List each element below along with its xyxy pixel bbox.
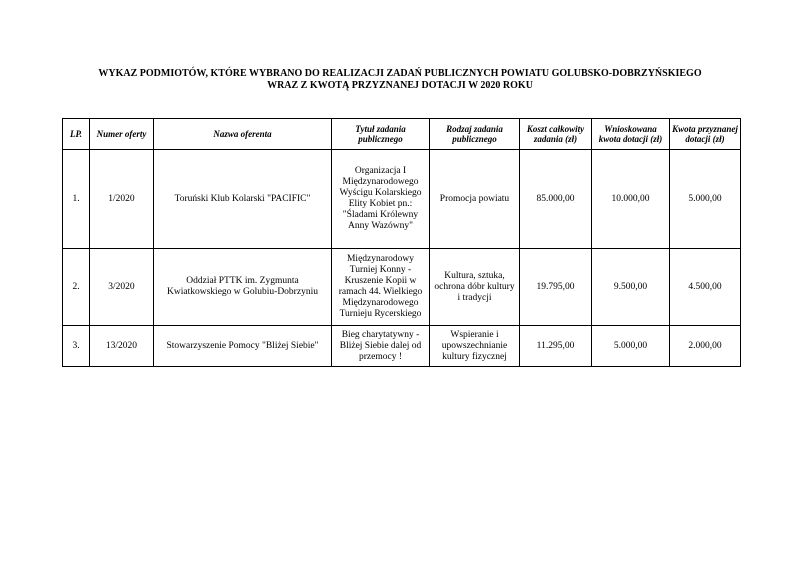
cell-nazwa: Oddział PTTK im. Zygmunta Kwiatkowskiego w Golubiu-Dobrzyniu [154,249,332,326]
cell-lp: 1. [63,150,90,249]
header-rodzaj-zadania: Rodzaj zadania publicznego [430,119,520,150]
cell-numer: 1/2020 [90,150,154,249]
header-numer-oferty: Numer oferty [90,119,154,150]
cell-nazwa: Stowarzyszenie Pomocy "Bliżej Siebie" [154,326,332,367]
document-title [40,68,760,92]
title-line-1: WYKAZ PODMIOTÓW, KTÓRE WYBRANO DO REALIZACJI ZADAŃ PUBLICZNYCH POWIATU GOLUBSKO-DOBRZYŃSKIEGO [98,68,702,79]
header-wnioskowana-kwota: Wnioskowana kwota dotacji (zł) [592,119,670,150]
cell-rodzaj: Wspieranie i upowszechnianie kultury fizycznej [430,326,520,367]
cell-koszt: 19.795,00 [520,249,592,326]
cell-wnioskowana: 5.000,00 [592,326,670,367]
header-kwota-przyznanej: Kwota przyznanej dotacji (zł) [670,119,741,150]
cell-numer: 3/2020 [90,249,154,326]
header-row [63,119,741,150]
cell-przyznana: 4.500,00 [670,249,741,326]
cell-tytul: Bieg charytatywny - Bliżej Siebie dalej od przemocy ! [332,326,430,367]
cell-numer: 13/2020 [90,326,154,367]
cell-koszt: 85.000,00 [520,150,592,249]
cell-wnioskowana: 9.500,00 [592,249,670,326]
table-row [63,249,741,326]
table-row [63,150,741,249]
cell-tytul: Międzynarodowy Turniej Konny - Kruszenie Kopii w ramach 44. Wielkiego Międzynarodowego Turnieju Rycerskiego [332,249,430,326]
header-koszt-calkowity: Koszt całkowity zadania (zł) [520,119,592,150]
cell-rodzaj: Kultura, sztuka, ochrona dóbr kultury i tradycji [430,249,520,326]
cell-rodzaj: Promocja powiatu [430,150,520,249]
cell-nazwa: Toruński Klub Kolarski "PACIFIC" [154,150,332,249]
cell-lp: 3. [63,326,90,367]
header-lp: LP. [63,119,90,150]
title-line-2: WRAZ Z KWOTĄ PRZYZNANEJ DOTACJI W 2020 ROKU [267,80,533,91]
header-nazwa-oferenta: Nazwa oferenta [154,119,332,150]
grants-table [62,118,741,367]
cell-koszt: 11.295,00 [520,326,592,367]
header-tytul-zadania: Tytuł zadania publicznego [332,119,430,150]
table-row [63,326,741,367]
cell-przyznana: 5.000,00 [670,150,741,249]
cell-przyznana: 2.000,00 [670,326,741,367]
cell-lp: 2. [63,249,90,326]
cell-tytul: Organizacja I Międzynarodowego Wyścigu Kolarskiego Elity Kobiet pn.: "Śladami Królewny Anny Wazówny" [332,150,430,249]
cell-wnioskowana: 10.000,00 [592,150,670,249]
